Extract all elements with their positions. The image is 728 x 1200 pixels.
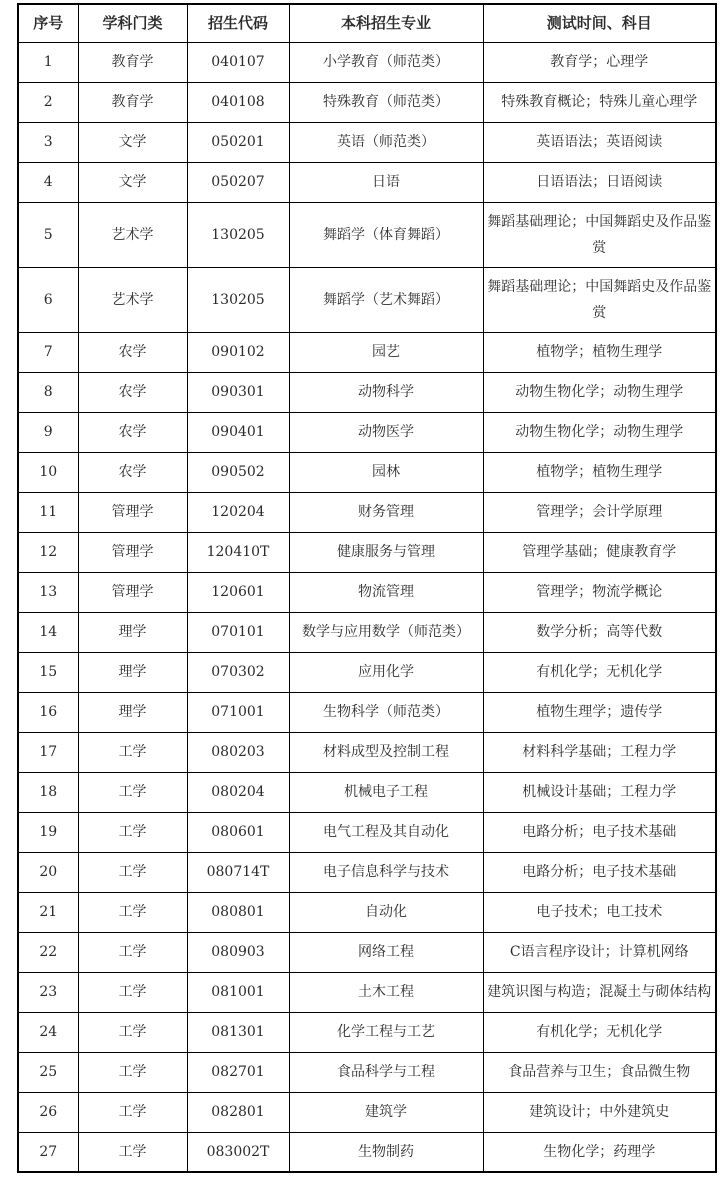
cell-category: 文学 [78,162,187,202]
table-row [18,772,716,812]
cell-category: 农学 [78,372,187,412]
cell-major: 建筑学 [289,1092,483,1132]
cell-no: 2 [18,82,78,122]
cell-subjects: 教育学；心理学 [483,42,716,82]
cell-code: 090102 [187,332,289,372]
cell-no: 11 [18,492,78,532]
table-row [18,452,716,492]
column-header-major: 本科招生专业 [289,4,483,42]
cell-subjects: 日语语法；日语阅读 [483,162,716,202]
cell-no: 26 [18,1092,78,1132]
cell-subjects: 电路分析；电子技术基础 [483,812,716,852]
cell-subjects: 材料科学基础；工程力学 [483,732,716,772]
table-row [18,332,716,372]
cell-subjects: 管理学；会计学原理 [483,492,716,532]
cell-major: 生物制药 [289,1132,483,1172]
table-row [18,852,716,892]
cell-no: 21 [18,892,78,932]
cell-no: 6 [18,267,78,332]
admission-majors-table [17,3,717,1173]
cell-code: 040107 [187,42,289,82]
cell-major: 自动化 [289,892,483,932]
cell-code: 120204 [187,492,289,532]
cell-subjects: 电路分析；电子技术基础 [483,852,716,892]
cell-subjects: 建筑设计；中外建筑史 [483,1092,716,1132]
cell-no: 14 [18,612,78,652]
column-header-category: 学科门类 [78,4,187,42]
cell-major: 化学工程与工艺 [289,1012,483,1052]
cell-no: 24 [18,1012,78,1052]
cell-subjects: 食品营养与卫生；食品微生物 [483,1052,716,1092]
table-row [18,692,716,732]
cell-code: 082801 [187,1092,289,1132]
cell-category: 工学 [78,1132,187,1172]
cell-major: 小学教育（师范类） [289,42,483,82]
cell-category: 工学 [78,972,187,1012]
cell-code: 082701 [187,1052,289,1092]
cell-no: 9 [18,412,78,452]
cell-no: 20 [18,852,78,892]
table-row [18,1132,716,1172]
cell-major: 健康服务与管理 [289,532,483,572]
cell-major: 食品科学与工程 [289,1052,483,1092]
cell-category: 工学 [78,1012,187,1052]
table-row [18,1092,716,1132]
table-row [18,652,716,692]
table-row [18,1052,716,1092]
cell-category: 文学 [78,122,187,162]
table-row [18,892,716,932]
cell-major: 动物科学 [289,372,483,412]
cell-subjects: 特殊教育概论；特殊儿童心理学 [483,82,716,122]
cell-no: 1 [18,42,78,82]
cell-subjects: 电子技术；电工技术 [483,892,716,932]
cell-major: 特殊教育（师范类） [289,82,483,122]
cell-category: 理学 [78,612,187,652]
cell-code: 050201 [187,122,289,162]
cell-major: 英语（师范类） [289,122,483,162]
cell-code: 080801 [187,892,289,932]
cell-category: 工学 [78,1092,187,1132]
cell-category: 农学 [78,412,187,452]
table-row [18,612,716,652]
cell-code: 080903 [187,932,289,972]
table-row [18,267,716,332]
cell-category: 管理学 [78,492,187,532]
cell-no: 22 [18,932,78,972]
cell-subjects: 管理学；物流学概论 [483,572,716,612]
cell-category: 工学 [78,852,187,892]
table-row [18,932,716,972]
cell-subjects: 有机化学；无机化学 [483,1012,716,1052]
cell-no: 10 [18,452,78,492]
cell-subjects: 英语语法；英语阅读 [483,122,716,162]
column-header-code: 招生代码 [187,4,289,42]
cell-category: 理学 [78,692,187,732]
cell-code: 071001 [187,692,289,732]
cell-major: 动物医学 [289,412,483,452]
cell-subjects: 生物化学；药理学 [483,1132,716,1172]
cell-no: 27 [18,1132,78,1172]
cell-code: 081001 [187,972,289,1012]
cell-subjects: 舞蹈基础理论；中国舞蹈史及作品鉴赏 [483,267,716,332]
cell-major: 财务管理 [289,492,483,532]
cell-category: 理学 [78,652,187,692]
cell-no: 23 [18,972,78,1012]
header-row [18,4,716,42]
cell-no: 4 [18,162,78,202]
cell-subjects: 数学分析；高等代数 [483,612,716,652]
cell-major: 土木工程 [289,972,483,1012]
table-row [18,812,716,852]
table-row [18,202,716,267]
cell-major: 电子信息科学与技术 [289,852,483,892]
cell-code: 083002T [187,1132,289,1172]
cell-category: 工学 [78,932,187,972]
cell-no: 8 [18,372,78,412]
cell-category: 艺术学 [78,202,187,267]
cell-category: 农学 [78,332,187,372]
cell-category: 教育学 [78,42,187,82]
cell-no: 17 [18,732,78,772]
cell-code: 130205 [187,202,289,267]
cell-major: 物流管理 [289,572,483,612]
cell-major: 园艺 [289,332,483,372]
cell-subjects: 动物生物化学；动物生理学 [483,412,716,452]
cell-subjects: 有机化学；无机化学 [483,652,716,692]
cell-major: 舞蹈学（体育舞蹈） [289,202,483,267]
cell-major: 应用化学 [289,652,483,692]
table-row [18,532,716,572]
cell-no: 13 [18,572,78,612]
cell-category: 工学 [78,732,187,772]
cell-major: 日语 [289,162,483,202]
cell-category: 工学 [78,892,187,932]
cell-major: 网络工程 [289,932,483,972]
cell-major: 舞蹈学（艺术舞蹈） [289,267,483,332]
cell-subjects: 管理学基础；健康教育学 [483,532,716,572]
cell-major: 机械电子工程 [289,772,483,812]
cell-code: 080204 [187,772,289,812]
cell-no: 15 [18,652,78,692]
cell-code: 080203 [187,732,289,772]
column-header-no: 序号 [18,4,78,42]
table-row [18,732,716,772]
cell-code: 070302 [187,652,289,692]
cell-code: 120410T [187,532,289,572]
cell-subjects: 机械设计基础；工程力学 [483,772,716,812]
cell-category: 农学 [78,452,187,492]
cell-no: 19 [18,812,78,852]
cell-no: 16 [18,692,78,732]
cell-subjects: 动物生物化学；动物生理学 [483,372,716,412]
cell-no: 25 [18,1052,78,1092]
table-row [18,372,716,412]
cell-category: 艺术学 [78,267,187,332]
cell-major: 数学与应用数学（师范类） [289,612,483,652]
cell-code: 070101 [187,612,289,652]
cell-code: 040108 [187,82,289,122]
cell-major: 生物科学（师范类） [289,692,483,732]
table-row [18,122,716,162]
cell-subjects: 植物学；植物生理学 [483,332,716,372]
cell-code: 080601 [187,812,289,852]
cell-no: 7 [18,332,78,372]
cell-code: 081301 [187,1012,289,1052]
cell-category: 教育学 [78,82,187,122]
cell-subjects: 建筑识图与构造；混凝土与砌体结构 [483,972,716,1012]
cell-no: 3 [18,122,78,162]
table-row [18,162,716,202]
cell-subjects: 植物生理学；遗传学 [483,692,716,732]
cell-subjects: 舞蹈基础理论；中国舞蹈史及作品鉴赏 [483,202,716,267]
table-row [18,492,716,532]
table-row [18,42,716,82]
cell-category: 工学 [78,772,187,812]
document-page [0,3,728,1200]
cell-code: 050207 [187,162,289,202]
cell-no: 5 [18,202,78,267]
cell-code: 090502 [187,452,289,492]
cell-code: 090401 [187,412,289,452]
cell-no: 12 [18,532,78,572]
cell-code: 130205 [187,267,289,332]
cell-no: 18 [18,772,78,812]
column-header-subjects: 测试时间、科目 [483,4,716,42]
cell-category: 工学 [78,812,187,852]
table-row [18,572,716,612]
cell-category: 管理学 [78,572,187,612]
cell-code: 080714T [187,852,289,892]
cell-code: 090301 [187,372,289,412]
cell-major: 材料成型及控制工程 [289,732,483,772]
table-row [18,82,716,122]
table-row [18,412,716,452]
cell-major: 电气工程及其自动化 [289,812,483,852]
cell-code: 120601 [187,572,289,612]
cell-major: 园林 [289,452,483,492]
cell-subjects: 植物学；植物生理学 [483,452,716,492]
table-row [18,972,716,1012]
cell-category: 管理学 [78,532,187,572]
cell-subjects: C语言程序设计；计算机网络 [483,932,716,972]
table-row [18,1012,716,1052]
cell-category: 工学 [78,1052,187,1092]
